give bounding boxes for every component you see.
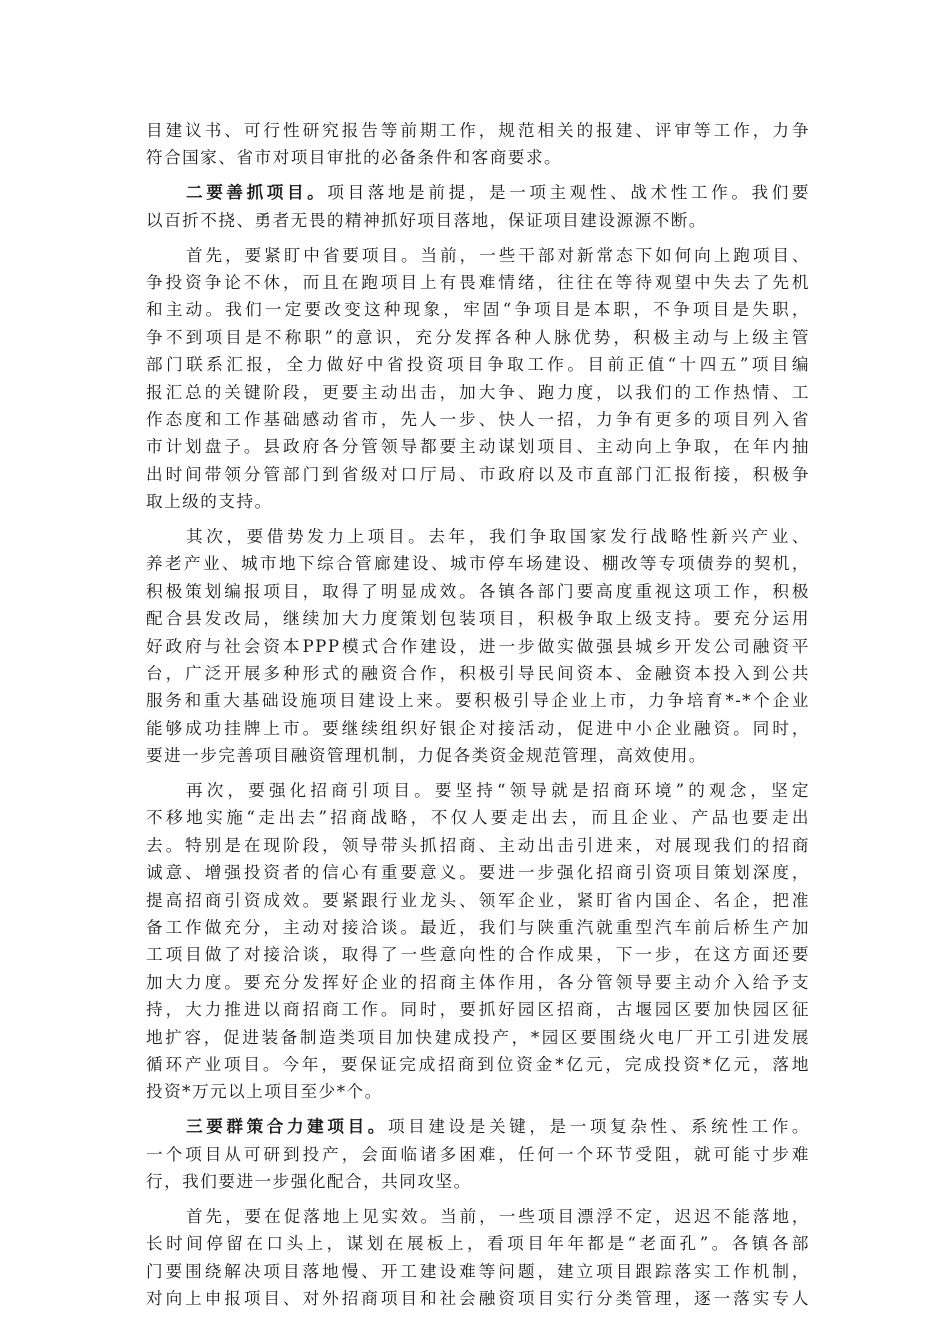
text-line: 对向上申报项目、对外招商项目和社会融资项目实行分类管理，逐一落实专人 [146,1289,810,1309]
paragraph-lead: 三要群策合力建项目。 [186,1116,388,1137]
text-line: 长时间停留在口头上，谋划在展板上，看项目年年都是“老面孔”。各镇各部 [146,1234,810,1254]
text-line: 备工作做充分，主动对接洽谈。最近，我们与陕重汽就重型汽车前后桥生产加 [146,917,810,937]
text-line: 循环产业项目。今年，要保证完成招商到位资金*亿元，完成投资*亿元，落地 [146,1054,810,1074]
text-line: 提高招商引资成效。要紧跟行业龙头、领军企业，紧盯省内国企、名企，把准 [146,890,810,910]
text-line: 台，广泛开展多种形式的融资合作，积极引导民间资本、金融资本投入到公共 [146,663,810,683]
text-line: 积极策划编报项目，取得了明显成效。各镇各部门要高度重视这项工作，积极 [146,581,810,601]
text-line-rest: 项目落地是前提，是一项主观性、战术性工作。我们要 [327,183,811,203]
text-line: 首先，要紧盯中省要项目。当前，一些干部对新常态下如何向上跑项目、 [186,245,810,265]
text-line [146,1113,810,1140]
text-line: 诚意、增强投资者的信心有重要意义。要进一步强化招商引资项目策划深度， [146,863,810,883]
text-line: 门要围绕解决项目落地慢、开工建设难等问题，建立项目跟踪落实工作机制， [146,1261,810,1281]
text-line: 目建议书、可行性研究报告等前期工作，规范相关的报建、评审等工作，力争 [146,121,810,140]
text-line: 报汇总的关键阶段，更要主动出击，加大争、跑力度，以我们的工作热情、工 [146,382,810,402]
text-line: 取上级的支持。 [146,492,273,512]
text-line: 作态度和工作基础感动省市，先人一步、快人一招，力争有更多的项目列入省 [146,409,810,429]
paragraph-heading-three [146,1113,810,1195]
text-line: 其次，要借势发力上项目。去年，我们争取国家发行战略性新兴产业、 [186,526,810,546]
text-line: 市计划盘子。县政府各分管领导都要主动谋划项目、主动向上争取，在年内抽 [146,437,810,457]
text-line-rest: 项目建设是关键，是一项复杂性、系统性工作。 [387,1117,810,1137]
text-line: 争投资争论不休，而且在跑项目上有畏难情绪，往往在等待观望中失去了先机 [146,272,810,292]
text-line: 一个项目从可研到投产，会面临诸多困难，任何一个环节受阻，就可能寸步难 [146,1144,810,1164]
paragraph-body [146,1203,810,1313]
text-line: 能够成功挂牌上市。要继续组织好银企对接活动，促进中小企业融资。同时， [146,718,810,738]
paragraph-lead: 二要善抓项目。 [186,182,328,203]
text-line: 符合国家、省市对项目审批的必备条件和客商要求。 [146,148,563,168]
document-page [146,117,810,1312]
text-line: 去。特别是在现阶段，领导带头抓招商、主动出击引进来，对展现我们的招商 [146,835,810,855]
text-line: 配合县发改局，继续加大力度策划包装项目，积极争取上级支持。要充分运用 [146,609,810,629]
text-line: 行，我们要进一步强化配合，共同攻坚。 [146,1171,472,1191]
text-line: 不移地实施“走出去”招商战略，不仅人要走出去，而且企业、产品也要走出 [146,808,810,828]
paragraph-body [146,242,810,516]
paragraph-body [146,523,810,770]
text-line: 争不到项目是不称职”的意识，充分发挥各种人脉优势，积极主动与上级主管 [146,327,810,347]
paragraph-heading-two [146,179,810,234]
text-line: 服务和重大基础设施项目建设上来。要积极引导企业上市，力争培育*-*个企业 [146,691,810,711]
text-line [146,179,810,206]
paragraph-body [146,777,810,1106]
paragraph-continuation [146,117,810,172]
text-line: 投资*万元以上项目至少*个。 [146,1082,383,1102]
text-line: 持，大力推进以商招商工作。同时，要抓好园区招商，古堰园区要加快园区征 [146,1000,810,1020]
text-line: 首先，要在促落地上见实效。当前，一些项目漂浮不定，迟迟不能落地， [186,1206,810,1226]
text-line: 部门联系汇报，全力做好中省投资项目争取工作。目前正值“十四五”项目编 [146,355,810,375]
text-line: 养老产业、城市地下综合管廊建设、城市停车场建设、棚改等专项债券的契机， [146,554,810,574]
text-line: 以百折不挠、勇者无畏的精神抓好项目落地，保证项目建设源源不断。 [146,210,707,230]
text-line: 加大力度。要充分发挥好企业的招商主体作用，各分管领导要主动介入给予支 [146,972,810,992]
text-line: 好政府与社会资本PPP模式合作建设，进一步做实做强县城乡开发公司融资平 [146,636,810,656]
text-line: 和主动。我们一定要改变这种现象，牢固“争项目是本职，不争项目是失职， [146,300,810,320]
text-line: 工项目做了对接洽谈，取得了一些意向性的合作成果，下一步，在这方面还要 [146,945,810,965]
text-line: 要进一步完善项目融资管理机制，力促各类资金规范管理，高效使用。 [146,746,707,766]
text-line: 再次，要强化招商引项目。要坚持“领导就是招商环境”的观念，坚定 [186,780,810,800]
text-line: 出时间带领分管部门到省级对口厅局、市政府以及市直部门汇报衔接，积极争 [146,464,810,484]
text-line: 地扩容，促进装备制造类项目加快建成投产，*园区要围绕火电厂开工引进发展 [146,1027,810,1047]
